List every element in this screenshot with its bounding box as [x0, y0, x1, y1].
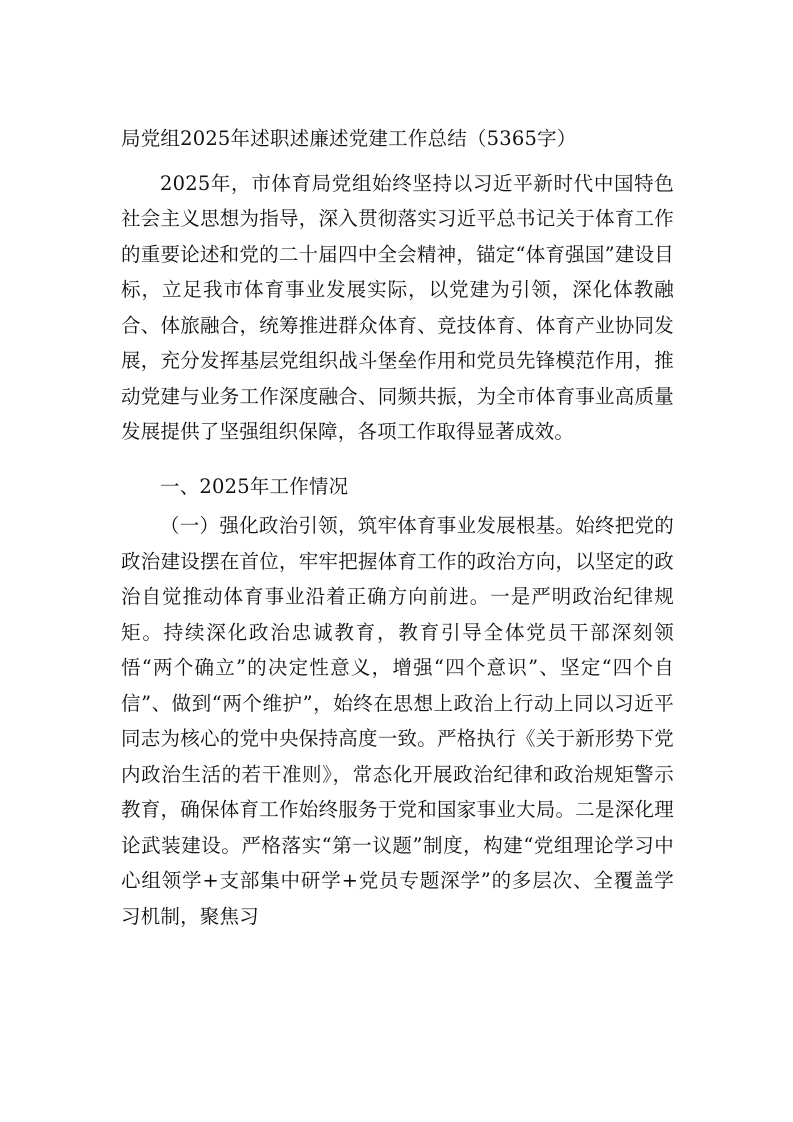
intro-paragraph: 2025年，市体育局党组始终坚持以习近平新时代中国特色社会主义思想为指导，深入贯彻落实习近平总书记关于体育工作的重要论述和党的二十届四中全会精神，锚定“体育强国”建设目标，立足我市体育事业发展实际，以党建为引领，深化体教融合、体旅融合，统筹推进群众体育、竞技体育、体育产业协同发展，充分发挥基层党组织战斗堡垒作用和党员先锋模范作用，推动党建与业务工作深度融合、同频共振，为全市体育事业高质量发展提供了坚强组织保障，各项工作取得显著成效。 [121, 171, 674, 443]
section-heading: 一、2025年工作情况 [160, 474, 349, 498]
body-paragraph: （一）强化政治引领，筑牢体育事业发展根基。始终把党的政治建设摆在首位，牢牢把握体育工作的政治方向，以坚定的政治自觉推动体育事业沿着正确方向前进。一是严明政治纪律规矩。持续深化政治忠诚教育，教育引导全体党员干部深刻领悟“两个确立”的决定性意义，增强“四个意识”、坚定“四个自信”、做到“两个维护”，始终在思想上政治上行动上同以习近平同志为核心的党中央保持高度一致。严格执行《关于新形势下党内政治生活的若干准则》，常态化开展政治纪律和政治规矩警示教育，确保体育工作始终服务于党和国家事业大局。二是深化理论武装建设。严格落实“第一议题”制度，构建“党组理论学习中心组领学+支部集中研学+党员专题深学”的多层次、全覆盖学习机制，聚焦习 [121, 514, 674, 928]
document-body [121, 121, 674, 934]
document-title: 局党组2025年述职述廉述党建工作总结（5365字） [121, 127, 577, 150]
